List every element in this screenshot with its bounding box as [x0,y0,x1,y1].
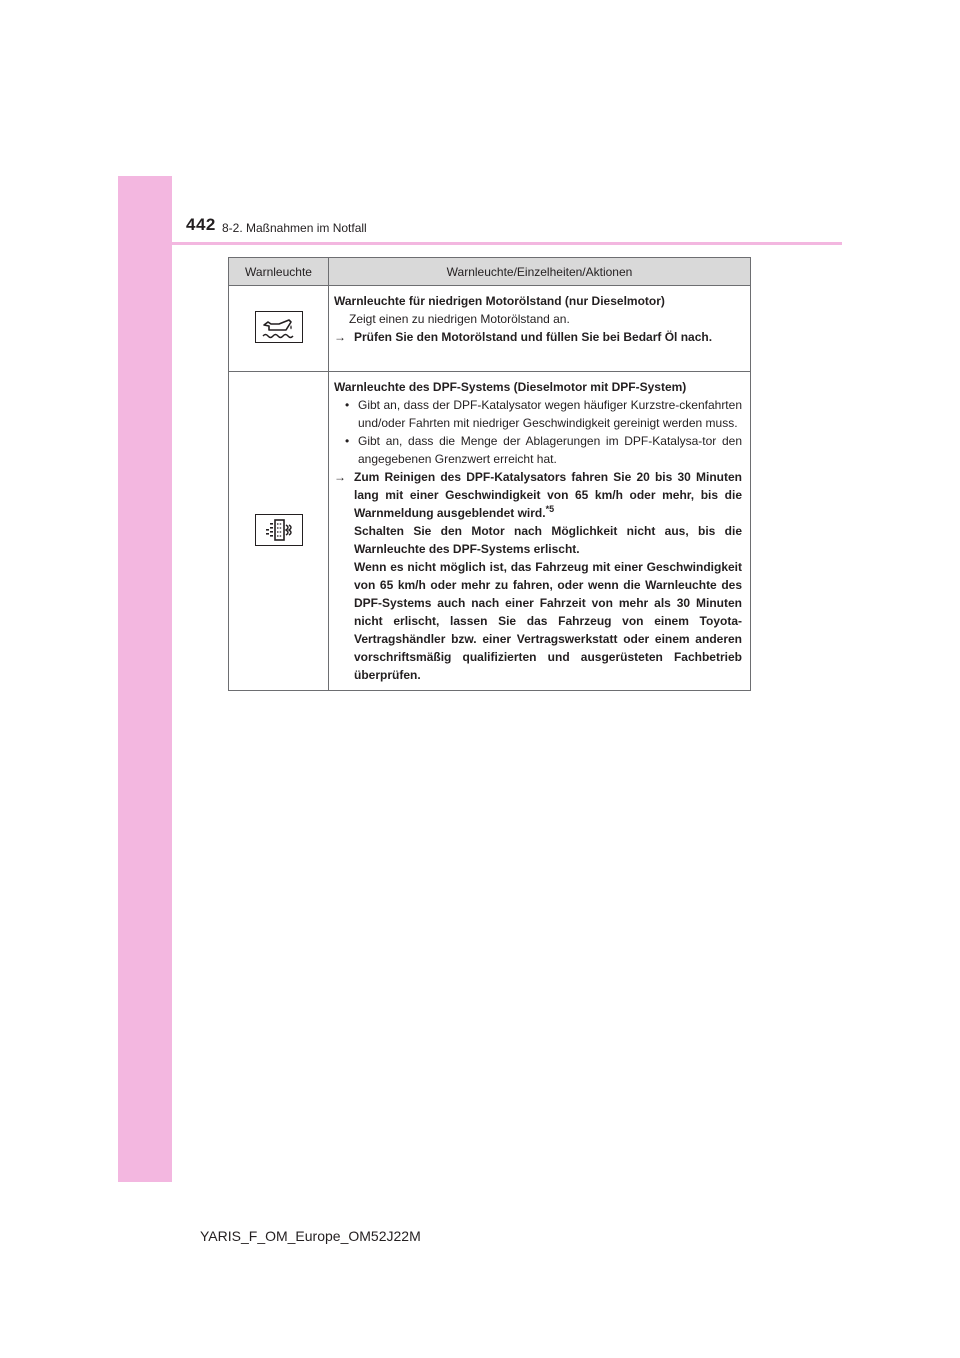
document-id: YARIS_F_OM_Europe_OM52J22M [200,1228,421,1244]
row-description: Zeigt einen zu niedrigen Motorölstand an. [349,312,570,326]
action-text: Prüfen Sie den Motorölstand und füllen Sie bei Bedarf Öl nach. [354,330,713,344]
table-row [229,286,751,372]
action-continuation: Schalten Sie den Motor nach Möglichkeit nicht aus, bis die Warnleuchte des DPF-Systems erlischt. [354,524,742,556]
bullet-text: Gibt an, dass der DPF-Katalysator wegen häufiger Kurzstre-ckenfahrten und/oder Fahrten mit niedriger Geschwindigkeit gereinigt werden muss. [358,398,742,430]
row-title: Warnleuchte für niedrigen Motorölstand (nur Dieselmotor) [334,294,665,308]
footnote-marker: *5 [545,504,555,514]
list-item [334,396,742,432]
action-continuation: Wenn es nicht möglich ist, das Fahrzeug mit einer Geschwindigkeit von 65 km/h oder mehr zu fahren, oder wenn die Warnleuchte des DPF-Systems auch nach einer Fahrzeit von mehr als 30 Minuten nicht erlischt, lassen Sie das Fahrzeug von einem Toyota-Vertragshändler bzw. einer Vertragswerkstatt oder einem anderen vorschriftsmäßig qualifizierten und ausgerüsteten Fachbetrieb überprüfen. [354,560,742,682]
column-header-details: Warnleuchte/Einzelheiten/Aktionen [329,258,751,286]
section-title: 8-2. Maßnahmen im Notfall [222,221,367,235]
table-row [229,372,751,691]
bullet-marker: • [345,398,350,412]
action-text [354,468,742,684]
bullet-marker: • [345,434,350,448]
warning-light-table [228,257,751,691]
dpf-system-icon [255,514,303,546]
table-header-row [229,258,751,286]
action-item [334,328,742,346]
action-main: Zum Reinigen des DPF-Katalysators fahren Sie 20 bis 30 Minuten lang mit einer Geschwindigkeit von 65 km/h oder mehr, bis die Warnmeldung ausgeblendet wird. [354,470,742,520]
arrow-icon: → [334,470,346,484]
icon-cell [229,286,329,372]
page-number: 442 [186,215,216,234]
list-item [334,432,742,468]
side-color-band [118,176,172,1182]
header-rule [118,242,842,245]
details-cell [329,372,751,691]
low-oil-level-icon [255,311,303,343]
column-header-warning-light: Warnleuchte [229,258,329,286]
row-title: Warnleuchte des DPF-Systems (Dieselmotor mit DPF-System) [334,380,687,394]
icon-cell [229,372,329,691]
details-cell [329,286,751,372]
arrow-icon: → [334,330,346,344]
bullet-text: Gibt an, dass die Menge der Ablagerungen im DPF-Katalysa-tor den angegebenen Grenzwert erreicht hat. [358,434,742,466]
action-item [334,468,742,684]
